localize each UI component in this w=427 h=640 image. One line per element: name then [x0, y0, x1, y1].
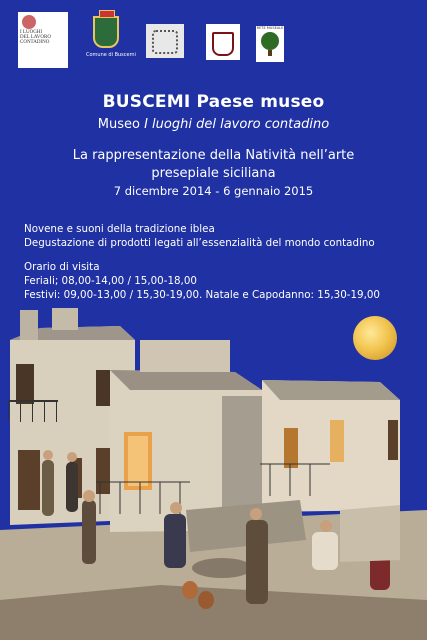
subtitle-prefix: Museo: [97, 117, 145, 132]
event-dates: 7 dicembre 2014 - 6 gennaio 2015: [113, 184, 314, 198]
logo1-line3: CONTADINO: [20, 40, 50, 45]
nativity-scene-image: [0, 300, 427, 640]
poster-subtitle: [0, 117, 427, 132]
note-line2: Degustazione di prodotti legati all’essenzialità del mondo contadino: [24, 237, 375, 249]
tree-icon: [261, 32, 279, 50]
hours-feriali: Feriali; 08,00-14,00 / 15,00-18,00: [24, 275, 197, 287]
opening-hours: [24, 260, 380, 302]
event-notes: [24, 222, 375, 250]
poster-title: BUSCEMI Paese museo: [102, 92, 325, 112]
tree-trunk: [268, 50, 272, 56]
logo1-line2: DEL LAVORO: [20, 35, 51, 40]
subtitle-italic: I luoghi del lavoro contadino: [144, 117, 330, 132]
rete-museale-caption: RETE MUSEALE: [256, 26, 284, 30]
partner-emblem-icon: [152, 30, 178, 54]
shield-emblem-icon: [212, 32, 234, 56]
luoghi-lavoro-contadino-logo: [18, 12, 68, 68]
rete-museale-logo: [256, 26, 284, 62]
comune-buscemi-logo: [86, 12, 136, 68]
museum-emblem-icon: [22, 15, 36, 29]
comune-caption: Comune di Buscemi: [86, 52, 136, 58]
note-line1: Novene e suoni della tradizione iblea: [24, 223, 215, 235]
nativity-line1: La rappresentazione della Natività nell’arte: [72, 148, 355, 163]
nativity-heading: [0, 147, 427, 183]
hours-festivi: Festivi: 09,00-13,00 / 15,30-19,00. Natale e Capodanno: 15,30-19,00: [24, 289, 380, 301]
coat-of-arms-icon: [93, 16, 119, 48]
logo1-line1: I LUOGHI: [20, 30, 43, 35]
logo-strip: [0, 12, 427, 70]
partner-logo-5: [206, 24, 240, 60]
nativity-line2: presepiale siciliana: [151, 166, 276, 181]
partner-logo-3: [146, 24, 184, 58]
hours-heading: Orario di visita: [24, 261, 100, 273]
